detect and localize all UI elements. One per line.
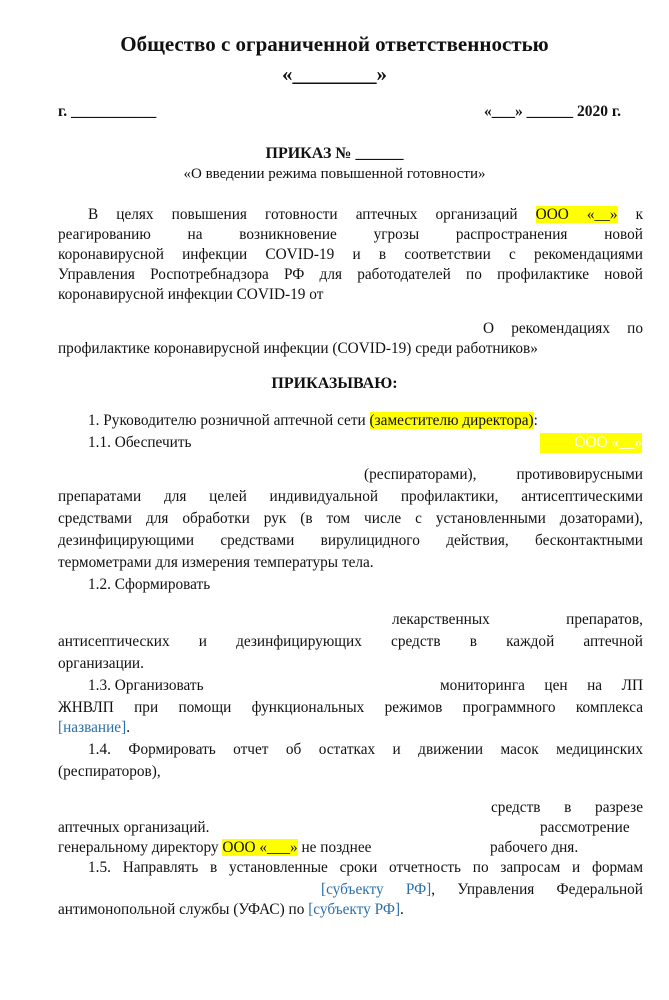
date-field: «___» ______ 2020 г.: [484, 103, 622, 120]
region-placeholder: [субъекту РФ]: [321, 881, 432, 898]
company-placeholder: ООО «___»: [222, 839, 298, 856]
item-1-1-line-5: дезинфицирующими средствами вирулицидного действия, бесконтактными: [58, 532, 643, 549]
item-1-4-line-5-tail: рабочего дня.: [490, 839, 579, 856]
deputy-placeholder: (заместителю директора): [369, 412, 534, 429]
order-word: ПРИКАЗЫВАЮ:: [271, 375, 398, 392]
item-1-2: 1.2. Сформировать: [88, 576, 211, 593]
item-1-3-line-3: [58, 718, 130, 738]
item-1-4-line-4: аптечных организаций.: [58, 819, 210, 836]
item-1-4-line-4-tail: рассмотрение: [540, 819, 630, 836]
order-subtitle: «О введении режима повышенной готовности»: [183, 166, 486, 182]
preamble-line-2: реагированию на возникновение угрозы распространения новой: [58, 226, 643, 243]
preamble-line-1: [88, 205, 643, 225]
item-text: антимонопольной службы (УФАС) по: [58, 901, 305, 918]
preamble-line-7: профилактике коронавирусной инфекции (COVID-19) среди работников»: [58, 340, 538, 357]
item-1-3-tail: мониторинга цен на ЛП: [440, 677, 643, 694]
item-text: средствами для обработки рук (в том числе с установленными дозаторами): [58, 510, 640, 527]
item-text: , Управления Федеральной: [431, 881, 643, 898]
preamble-line-5: коронавирусной инфекции COVID-19 от: [58, 286, 324, 303]
software-name-placeholder: [название]: [58, 719, 127, 736]
city-field: г. ___________: [58, 103, 157, 120]
item-text: :: [533, 412, 538, 429]
preamble-text: В целях повышения готовности аптечных организаций: [88, 206, 518, 223]
preamble-line-3: коронавирусной инфекции COVID-19 и в соответствии с рекомендациями: [58, 246, 643, 263]
item-text: ,: [639, 510, 643, 527]
item-1-5-line-2: [321, 880, 643, 900]
order-title: ПРИКАЗ № ______: [265, 145, 404, 162]
preamble-line-4: Управления Роспотребнадзора РФ для работодателей по профилактике новой: [58, 266, 643, 283]
preamble-text: к: [635, 206, 644, 223]
region-placeholder: [субъекту РФ]: [308, 901, 401, 918]
item-1-1: 1.1. Обеспечить: [88, 434, 192, 451]
item-1: [88, 411, 538, 431]
item-1-4-line-2: (респираторов),: [58, 763, 161, 780]
item-1-3-line-2: ЖНВЛП при помощи функциональных режимов программного комплекса: [58, 699, 643, 716]
item-1-2-line-4: организации.: [58, 655, 144, 672]
organization-name: «________»: [282, 62, 387, 86]
item-1-4-line-5: [58, 838, 371, 858]
item-1-2-line-2: лекарственных препаратов,: [392, 611, 643, 628]
company-placeholder: ООО «__»: [535, 206, 618, 223]
item-text: не позднее: [301, 839, 372, 856]
item-1-5-line-3: [58, 900, 404, 920]
item-text: .: [400, 901, 404, 918]
item-1-1-line-6: термометрами для измерения температуры тела.: [58, 554, 374, 571]
item-text: 1. Руководителю розничной аптечной сети: [88, 412, 366, 429]
company-placeholder: ООО «__»: [540, 433, 642, 453]
preamble-line-6: О рекомендациях по: [483, 320, 643, 337]
item-text: .: [126, 719, 131, 736]
item-1-4-line-3: средств в разрезе: [491, 799, 643, 816]
item-1-1-line-3: препаратами для целей индивидуальной профилактики, антисептическими: [58, 488, 643, 505]
item-1-4: 1.4. Формировать отчет об остатках и движении масок медицинских: [88, 741, 643, 758]
item-1-2-line-3: антисептических и дезинфицирующих средств в каждой аптечной: [58, 633, 643, 650]
item-1-1-line-4: [58, 509, 643, 529]
item-text: генеральному директору: [58, 839, 219, 856]
item-1-3: 1.3. Организовать: [88, 677, 204, 694]
item-1-1-line-2: (респираторами), противовирусными: [364, 466, 643, 483]
organization-line: Общество с ограниченной ответственностью: [120, 32, 549, 56]
item-1-5: 1.5. Направлять в установленные сроки отчетность по запросам и формам: [88, 859, 643, 876]
